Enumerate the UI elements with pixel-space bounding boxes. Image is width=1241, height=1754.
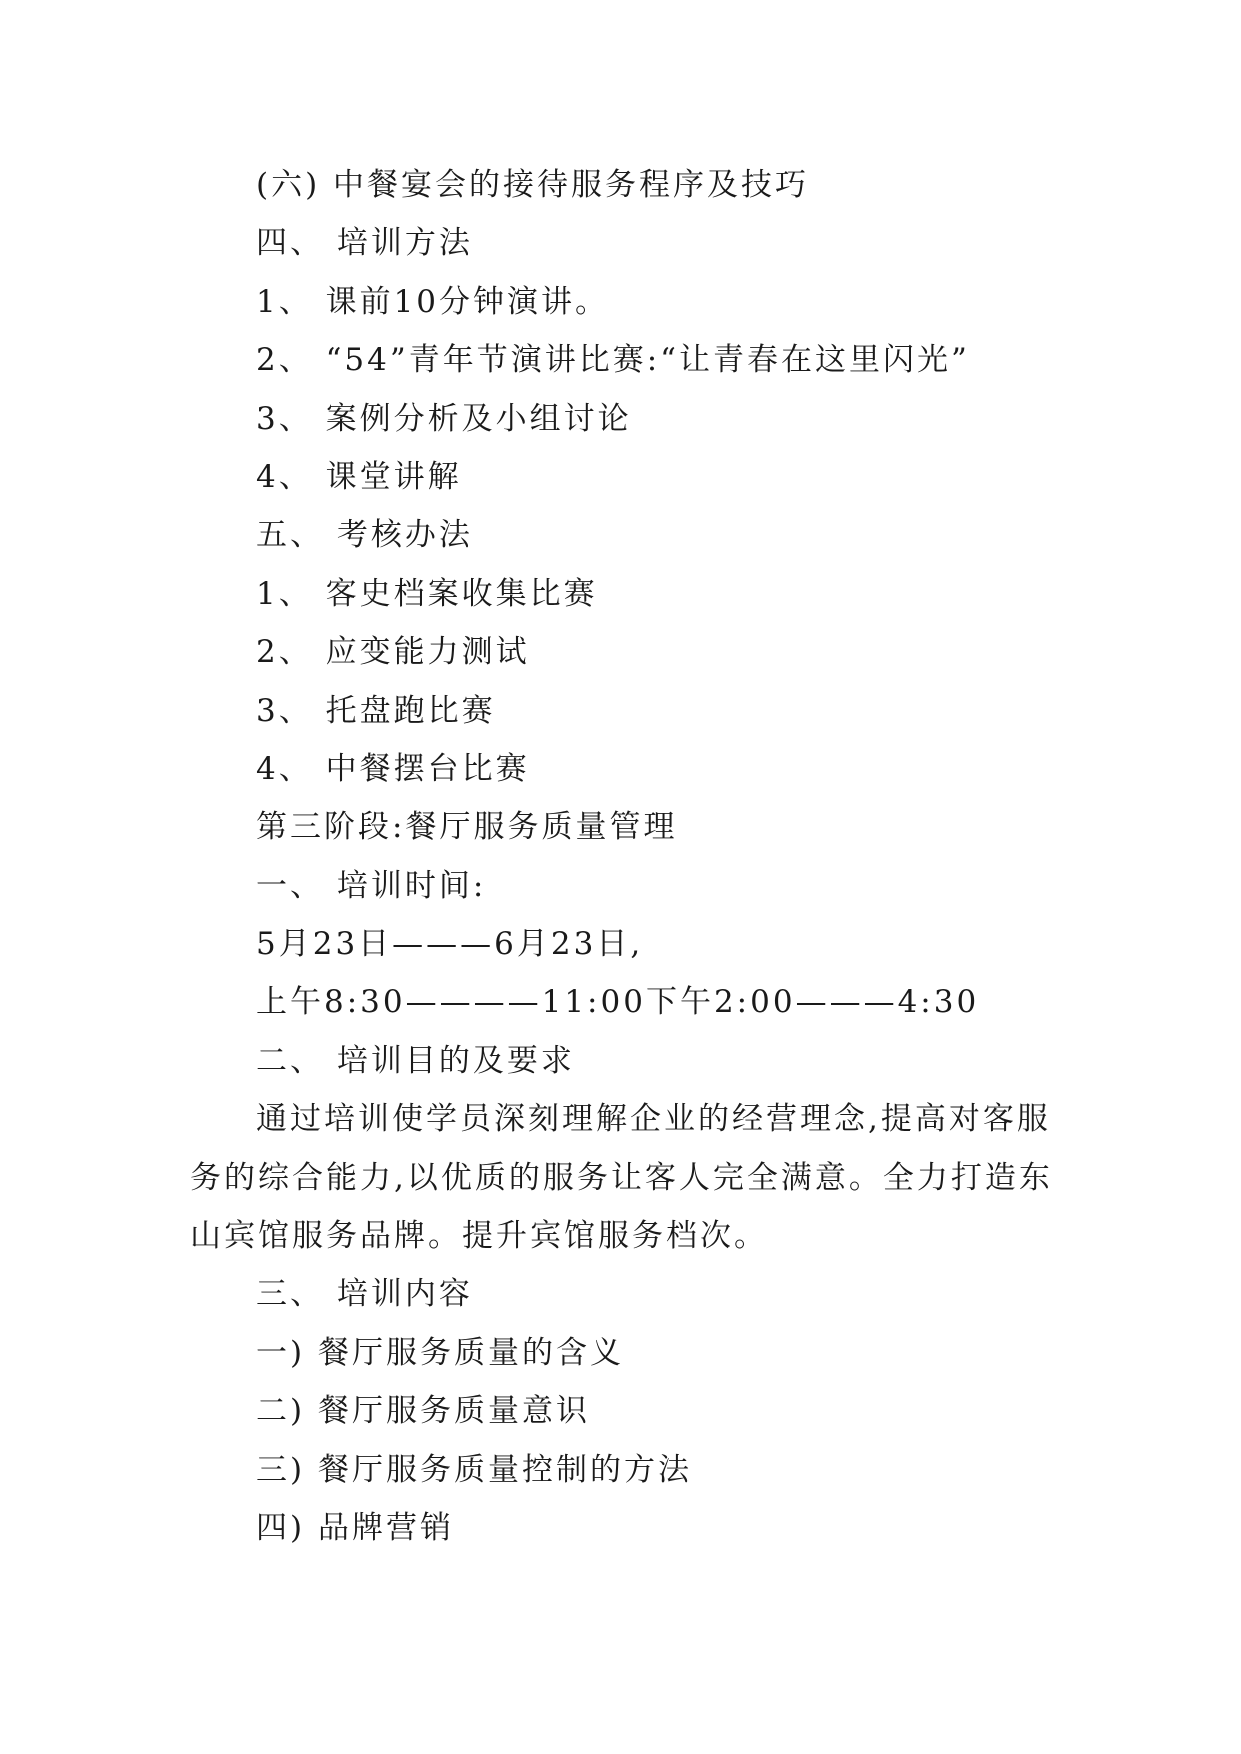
list-item: 3、 案例分析及小组讨论	[256, 400, 632, 437]
list-item: 2、 应变能力测试	[256, 634, 530, 671]
list-item: 二) 餐厅服务质量意识	[256, 1393, 590, 1430]
subsection-heading: (六) 中餐宴会的接待服务程序及技巧	[256, 167, 810, 203]
body-paragraph: 通过培训使学员深刻理解企业的经营理念,提高对客服务的综合能力,以优质的服务让客人完全满意。全力打造东山宾馆服务品牌。提升宾馆服务档次。	[190, 1101, 1053, 1255]
section-heading: 五、 考核办法	[256, 517, 473, 554]
list-item: 4、 中餐摆台比赛	[256, 750, 530, 787]
list-item: 2、 “54”青年节演讲比赛:“让青春在这里闪光”	[256, 342, 970, 379]
list-item: 三) 餐厅服务质量控制的方法	[256, 1451, 692, 1488]
list-item: 1、 客史档案收集比赛	[256, 575, 598, 612]
list-item: 四) 品牌营销	[256, 1510, 454, 1547]
stage-heading: 第三阶段:餐厅服务质量管理	[256, 809, 678, 846]
list-item: 一) 餐厅服务质量的含义	[256, 1334, 624, 1371]
time-range-text: 上午8:30————11:00下午2:00———4:30	[256, 984, 980, 1021]
section-heading: 二、 培训目的及要求	[256, 1042, 575, 1079]
document-body	[190, 156, 1060, 1557]
list-item: 4、 课堂讲解	[256, 458, 462, 495]
date-range-text: 5月23日———6月23日,	[256, 926, 644, 963]
section-heading: 四、 培训方法	[256, 225, 473, 262]
list-item: 1、 课前10分钟演讲。	[256, 283, 610, 320]
list-item: 3、 托盘跑比赛	[256, 692, 496, 729]
section-heading: 三、 培训内容	[256, 1276, 473, 1313]
section-heading: 一、 培训时间:	[256, 867, 487, 904]
